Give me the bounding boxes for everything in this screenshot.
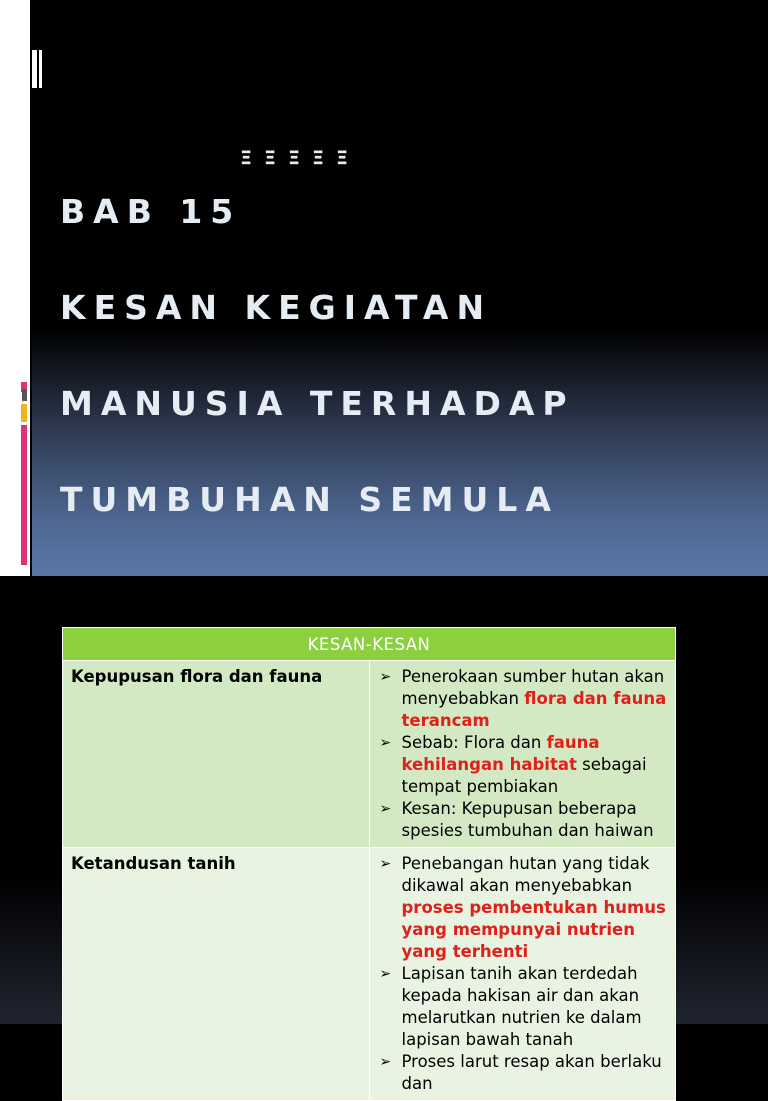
accent-block-gray (22, 389, 27, 401)
title-line-2: KESAN KEGIATAN (60, 288, 493, 327)
point-text: Sebab: Flora dan (401, 733, 547, 752)
accent-block-yellow (21, 404, 27, 422)
decor-bars-icon (18, 50, 42, 88)
arrow-bullet-icon: ➢ (379, 801, 392, 817)
row-points (369, 661, 676, 848)
highlight-text: proses pembentukan humus yang mempunyai nutrien yang terhenti (401, 898, 666, 961)
list-item (380, 963, 668, 1051)
row-points (369, 848, 676, 1101)
table-header: KESAN-KESAN (63, 628, 676, 661)
title-decor-marks: ΞΞΞΞΞ (240, 147, 361, 169)
highlight-text: flora dan fauna terancam (401, 689, 667, 730)
title-line-4: TUMBUHAN SEMULA (60, 480, 559, 519)
title-line-3: MANUSIA TERHADAP (60, 384, 575, 423)
point-text: Lapisan tanih akan terdedah kepada hakisan air dan akan melarutkan nutrien ke dalam lapisan bawah tanah (401, 964, 642, 1049)
arrow-bullet-icon: ➢ (379, 669, 392, 685)
effects-table (62, 627, 676, 1101)
point-text: sebagai tempat pembiakan (401, 755, 647, 796)
table-row (63, 661, 676, 848)
list-item (380, 732, 668, 798)
points-list (380, 666, 668, 842)
point-text: Kesan: Kepupusan beberapa spesies tumbuhan dan haiwan (401, 799, 654, 840)
arrow-bullet-icon: ➢ (379, 1054, 392, 1070)
row-category: Ketandusan tanih (63, 848, 370, 1101)
content-slide (0, 576, 768, 1093)
list-item (380, 798, 668, 842)
arrow-bullet-icon: ➢ (379, 966, 392, 982)
title-line-1: BAB 15 (60, 192, 242, 231)
points-list (380, 853, 668, 1095)
effects-table-wrap (62, 627, 676, 1101)
list-item (380, 853, 668, 963)
highlight-text: fauna kehilangan habitat (401, 733, 600, 774)
accent-bar-pink (21, 425, 27, 565)
arrow-bullet-icon: ➢ (379, 735, 392, 751)
list-item (380, 666, 668, 732)
point-text: Penerokaan sumber hutan akan menyebabkan (401, 667, 665, 708)
list-item (380, 1051, 668, 1095)
point-text: Proses larut resap akan berlaku dan (401, 1052, 662, 1093)
row-category: Kepupusan flora dan fauna (63, 661, 370, 848)
arrow-bullet-icon: ➢ (379, 856, 392, 872)
table-row (63, 848, 676, 1101)
point-text: Penebangan hutan yang tidak dikawal akan menyebabkan (401, 854, 650, 895)
